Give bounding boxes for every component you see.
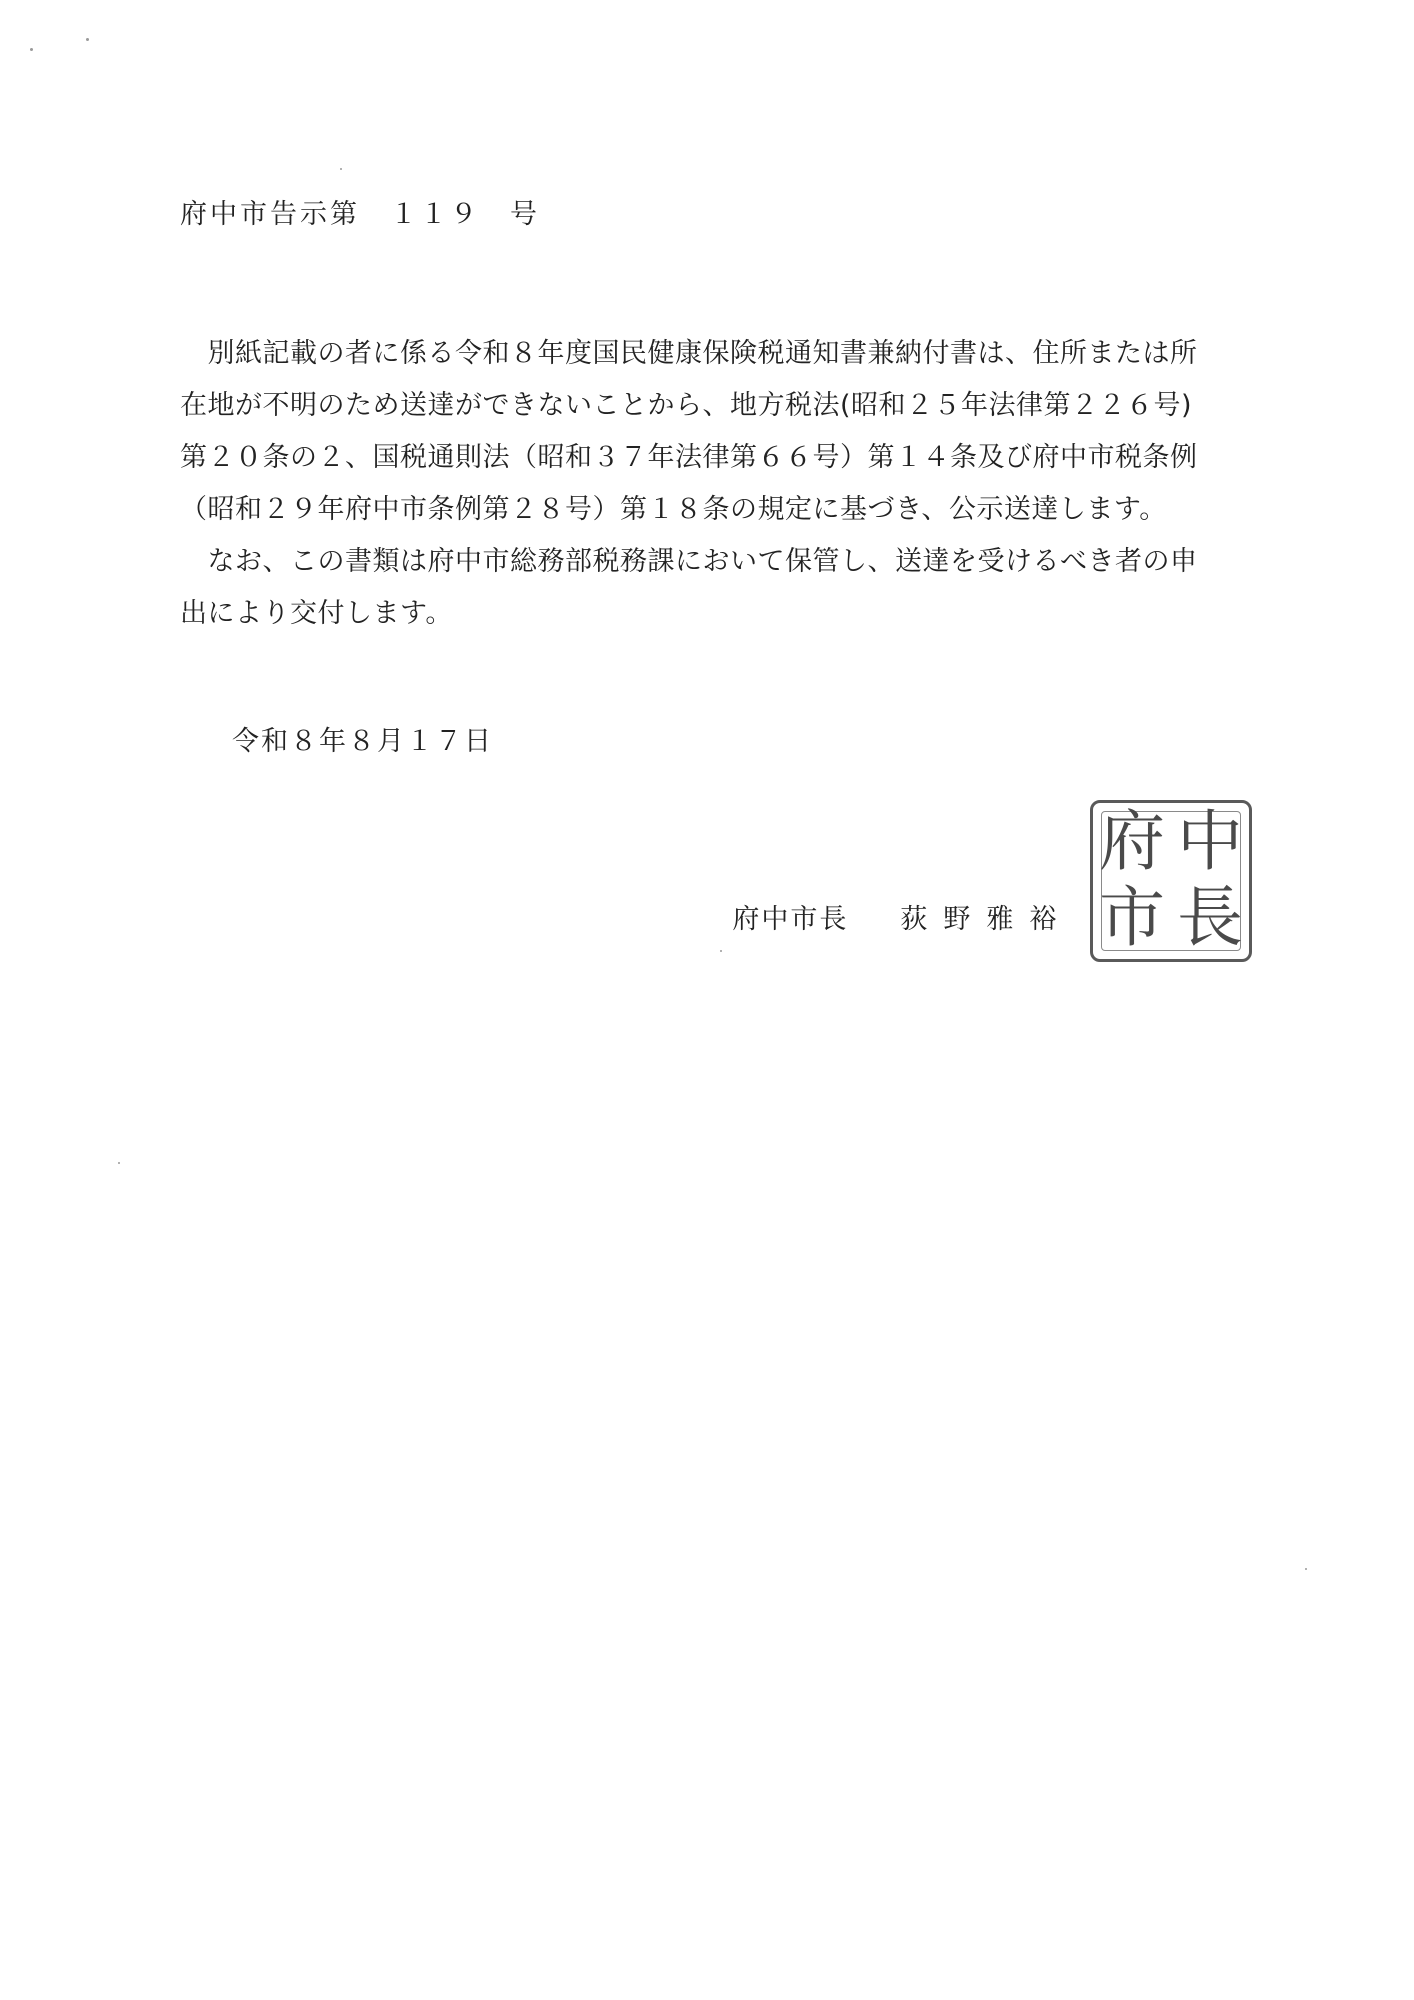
notice-date: 令和８年８月１７日 xyxy=(232,726,493,757)
body-line-3: 第２０条の２、国税通則法（昭和３７年法律第６６号）第１４条及び府中市税条例 xyxy=(180,442,1198,473)
body-line-2: 在地が不明のため送達ができないことから、地方税法(昭和２５年法律第２２６号) xyxy=(180,390,1193,421)
body-line-1: 別紙記載の者に係る令和８年度国民健康保険税通知書兼納付書は、住所または所 xyxy=(180,338,1198,369)
official-seal-stamp xyxy=(1090,800,1252,962)
seal-char-3: 長 xyxy=(1177,879,1243,956)
body-line-4: （昭和２９年府中市条例第２８号）第１８条の規定に基づき、公示送達します。 xyxy=(180,494,1167,525)
signer-block xyxy=(698,866,1072,967)
seal-char-1: 中 xyxy=(1177,803,1243,880)
scan-speck xyxy=(1305,1568,1307,1570)
scan-speck xyxy=(86,38,89,41)
notice-body xyxy=(180,328,1240,640)
seal-char-4: 市 xyxy=(1099,879,1165,956)
notice-number: 府中市告示第 １１９ 号 xyxy=(180,199,540,230)
scan-speck xyxy=(340,168,342,170)
scan-speck xyxy=(720,950,722,952)
seal-char-2: 府 xyxy=(1099,803,1165,880)
body-line-5: なお、この書類は府中市総務部税務課において保管し、送達を受けるべき者の申 xyxy=(180,546,1198,577)
scan-speck xyxy=(118,1162,120,1164)
body-line-6: 出により交付します。 xyxy=(180,598,453,629)
signer-title: 府中市長 xyxy=(732,904,849,935)
signer-name: 荻野雅裕 xyxy=(900,904,1073,935)
scan-speck xyxy=(30,48,33,51)
